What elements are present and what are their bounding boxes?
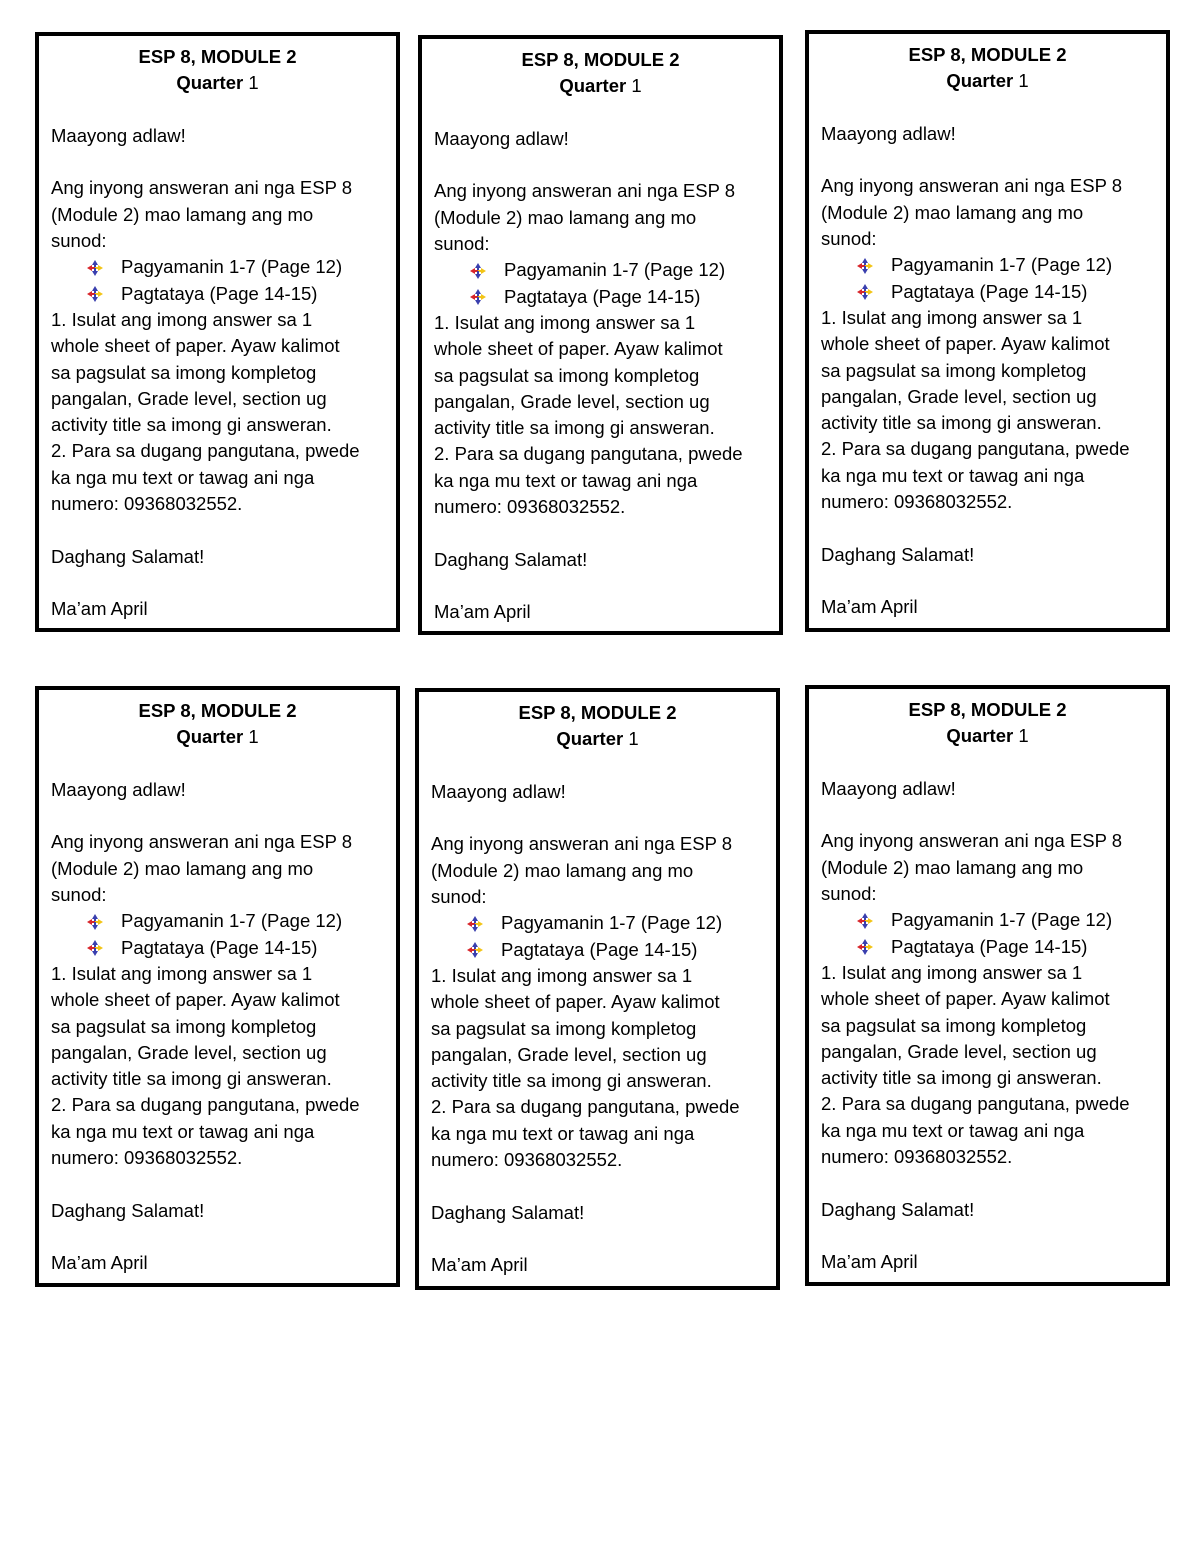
intro-line: Ang inyong answeran ani nga ESP 8	[51, 177, 353, 199]
instruction-line: 1. Isulat ang imong answer sa 1	[821, 306, 1083, 328]
instruction-line: ka nga mu text or tawag ani nga	[431, 1122, 695, 1144]
intro-line: sunod:	[821, 228, 877, 250]
instruction-line: pangalan, Grade level, section ug	[434, 390, 710, 412]
card-title: ESP 8, MODULE 2	[138, 46, 297, 67]
arrow-bullet-icon	[856, 938, 874, 956]
instruction-line: whole sheet of paper. Ayaw kalimot	[431, 991, 720, 1013]
instruction-line: pangalan, Grade level, section ug	[51, 387, 327, 409]
greeting: Maayong adlaw!	[434, 127, 569, 149]
spacer	[821, 1223, 1154, 1249]
list-item	[821, 279, 1154, 305]
card-title: ESP 8, MODULE 2	[908, 44, 1067, 65]
arrow-bullet-icon	[466, 915, 484, 933]
quarter-number: 1	[628, 728, 639, 750]
instruction-line: sa pagsulat sa imong kompletog	[821, 359, 1087, 381]
arrow-bullet-icon	[86, 939, 104, 957]
closing: Daghang Salamat!	[434, 548, 588, 570]
list-item-label: Pagyamanin 1-7 (Page 12)	[891, 909, 1113, 931]
card-title: ESP 8, MODULE 2	[518, 702, 677, 723]
spacer	[821, 750, 1154, 776]
instruction-line: numero: 09368032552.	[51, 493, 243, 515]
spacer	[434, 100, 767, 126]
instruction-line: whole sheet of paper. Ayaw kalimot	[434, 338, 723, 360]
signature: Ma’am April	[431, 1254, 528, 1276]
quarter-label: Quarter	[946, 725, 1014, 747]
spacer	[434, 152, 767, 178]
intro-line: (Module 2) mao lamang ang mo	[51, 203, 314, 225]
list-item	[51, 908, 384, 934]
greeting: Maayong adlaw!	[51, 124, 186, 146]
instruction-line: ka nga mu text or tawag ani nga	[51, 1120, 315, 1142]
instruction-line: pangalan, Grade level, section ug	[821, 1040, 1097, 1062]
spacer	[51, 570, 384, 596]
intro-line: sunod:	[51, 230, 107, 252]
card-quarter	[821, 723, 1154, 749]
instruction-line: 2. Para sa dugang pangutana, pwede	[434, 443, 743, 465]
instruction-line: 1. Isulat ang imong answer sa 1	[821, 961, 1083, 983]
arrow-bullet-icon	[466, 941, 484, 959]
quarter-number: 1	[631, 75, 642, 97]
instruction-line: activity title sa imong gi answeran.	[821, 1067, 1102, 1089]
instruction-line: activity title sa imong gi answeran.	[431, 1070, 712, 1092]
instruction-line: activity title sa imong gi answeran.	[434, 417, 715, 439]
notice-card	[805, 685, 1170, 1286]
card-quarter	[51, 724, 384, 750]
instruction-line: activity title sa imong gi answeran.	[51, 1068, 332, 1090]
intro-line: Ang inyong answeran ani nga ESP 8	[51, 831, 353, 853]
list-item	[821, 252, 1154, 278]
notice-card	[415, 688, 780, 1290]
intro-line: sunod:	[431, 886, 487, 908]
instruction-line: activity title sa imong gi answeran.	[51, 414, 332, 436]
instruction-line: sa pagsulat sa imong kompletog	[51, 361, 317, 383]
quarter-label: Quarter	[556, 728, 624, 750]
intro-line: (Module 2) mao lamang ang mo	[821, 201, 1084, 223]
quarter-number: 1	[1018, 70, 1029, 92]
instruction-line: numero: 09368032552.	[51, 1147, 243, 1169]
list-item	[51, 254, 384, 280]
instruction-line: numero: 09368032552.	[431, 1149, 623, 1171]
notice-card	[805, 30, 1170, 632]
card-quarter	[431, 726, 764, 752]
instruction-line: 1. Isulat ang imong answer sa 1	[434, 311, 696, 333]
instruction-line: ka nga mu text or tawag ani nga	[821, 464, 1085, 486]
instruction-line: activity title sa imong gi answeran.	[821, 412, 1102, 434]
arrow-bullet-icon	[469, 288, 487, 306]
spacer	[821, 1170, 1154, 1196]
list-item-label: Pagtataya (Page 14-15)	[501, 938, 698, 960]
instruction-line: 2. Para sa dugang pangutana, pwede	[431, 1096, 740, 1118]
list-item-label: Pagtataya (Page 14-15)	[121, 282, 318, 304]
spacer	[51, 803, 384, 829]
list-item	[51, 281, 384, 307]
closing: Daghang Salamat!	[51, 545, 205, 567]
intro-line: Ang inyong answeran ani nga ESP 8	[431, 833, 733, 855]
spacer	[434, 520, 767, 546]
instruction-line: 1. Isulat ang imong answer sa 1	[431, 964, 693, 986]
signature: Ma’am April	[51, 598, 148, 620]
instruction-line: ka nga mu text or tawag ani nga	[434, 469, 698, 491]
notice-card	[35, 686, 400, 1287]
spacer	[434, 573, 767, 599]
list-item	[434, 284, 767, 310]
quarter-number: 1	[248, 72, 259, 94]
list-item	[821, 907, 1154, 933]
spacer	[51, 1224, 384, 1250]
greeting: Maayong adlaw!	[821, 777, 956, 799]
spacer	[431, 805, 764, 831]
spacer	[51, 149, 384, 175]
spacer	[51, 1171, 384, 1197]
notice-card	[418, 35, 783, 635]
card-quarter	[434, 73, 767, 99]
greeting: Maayong adlaw!	[431, 780, 566, 802]
card-quarter	[51, 70, 384, 96]
intro-line: (Module 2) mao lamang ang mo	[51, 857, 314, 879]
card-title: ESP 8, MODULE 2	[138, 700, 297, 721]
instruction-line: whole sheet of paper. Ayaw kalimot	[821, 333, 1110, 355]
intro-line: (Module 2) mao lamang ang mo	[434, 206, 697, 228]
quarter-number: 1	[1018, 725, 1029, 747]
spacer	[431, 753, 764, 779]
spacer	[821, 95, 1154, 121]
instruction-line: numero: 09368032552.	[821, 1146, 1013, 1168]
instruction-line: 2. Para sa dugang pangutana, pwede	[821, 438, 1130, 460]
intro-line: sunod:	[434, 233, 490, 255]
quarter-label: Quarter	[176, 726, 244, 748]
closing: Daghang Salamat!	[821, 1198, 975, 1220]
arrow-bullet-icon	[469, 262, 487, 280]
intro-line: (Module 2) mao lamang ang mo	[431, 859, 694, 881]
instruction-line: numero: 09368032552.	[434, 496, 626, 518]
instruction-line: pangalan, Grade level, section ug	[821, 385, 1097, 407]
quarter-label: Quarter	[176, 72, 244, 94]
spacer	[51, 97, 384, 123]
card-title: ESP 8, MODULE 2	[908, 699, 1067, 720]
arrow-bullet-icon	[86, 285, 104, 303]
signature: Ma’am April	[821, 596, 918, 618]
spacer	[821, 802, 1154, 828]
list-item	[51, 935, 384, 961]
list-item-label: Pagyamanin 1-7 (Page 12)	[121, 910, 343, 932]
list-item-label: Pagyamanin 1-7 (Page 12)	[504, 259, 726, 281]
spacer	[821, 568, 1154, 594]
instruction-line: sa pagsulat sa imong kompletog	[821, 1014, 1087, 1036]
instruction-line: sa pagsulat sa imong kompletog	[434, 364, 700, 386]
arrow-bullet-icon	[86, 259, 104, 277]
intro-line: Ang inyong answeran ani nga ESP 8	[434, 180, 736, 202]
intro-line: sunod:	[51, 884, 107, 906]
instruction-line: ka nga mu text or tawag ani nga	[51, 466, 315, 488]
instruction-line: 1. Isulat ang imong answer sa 1	[51, 962, 313, 984]
instruction-line: whole sheet of paper. Ayaw kalimot	[821, 988, 1110, 1010]
card-quarter	[821, 68, 1154, 94]
instruction-line: numero: 09368032552.	[821, 491, 1013, 513]
list-item-label: Pagtataya (Page 14-15)	[891, 280, 1088, 302]
quarter-label: Quarter	[559, 75, 627, 97]
list-item	[431, 937, 764, 963]
closing: Daghang Salamat!	[51, 1199, 205, 1221]
instruction-line: 2. Para sa dugang pangutana, pwede	[51, 1094, 360, 1116]
instruction-line: 1. Isulat ang imong answer sa 1	[51, 308, 313, 330]
spacer	[431, 1173, 764, 1199]
spacer	[821, 147, 1154, 173]
list-item	[434, 257, 767, 283]
list-item-label: Pagyamanin 1-7 (Page 12)	[891, 254, 1113, 276]
arrow-bullet-icon	[856, 257, 874, 275]
instruction-line: 2. Para sa dugang pangutana, pwede	[51, 440, 360, 462]
arrow-bullet-icon	[856, 283, 874, 301]
instruction-line: 2. Para sa dugang pangutana, pwede	[821, 1093, 1130, 1115]
card-title: ESP 8, MODULE 2	[521, 49, 680, 70]
spacer	[51, 517, 384, 543]
list-item-label: Pagyamanin 1-7 (Page 12)	[121, 256, 343, 278]
spacer	[431, 1226, 764, 1252]
list-item	[431, 910, 764, 936]
list-item-label: Pagtataya (Page 14-15)	[891, 935, 1088, 957]
notice-card	[35, 32, 400, 632]
spacer	[821, 515, 1154, 541]
intro-line: sunod:	[821, 883, 877, 905]
signature: Ma’am April	[434, 601, 531, 623]
list-item-label: Pagtataya (Page 14-15)	[121, 936, 318, 958]
intro-line: Ang inyong answeran ani nga ESP 8	[821, 830, 1123, 852]
quarter-number: 1	[248, 726, 259, 748]
list-item	[821, 934, 1154, 960]
quarter-label: Quarter	[946, 70, 1014, 92]
greeting: Maayong adlaw!	[821, 122, 956, 144]
list-item-label: Pagyamanin 1-7 (Page 12)	[501, 912, 723, 934]
instruction-line: whole sheet of paper. Ayaw kalimot	[51, 335, 340, 357]
spacer	[51, 751, 384, 777]
signature: Ma’am April	[821, 1251, 918, 1273]
closing: Daghang Salamat!	[821, 543, 975, 565]
instruction-line: pangalan, Grade level, section ug	[51, 1041, 327, 1063]
intro-line: Ang inyong answeran ani nga ESP 8	[821, 175, 1123, 197]
instruction-line: pangalan, Grade level, section ug	[431, 1043, 707, 1065]
instruction-line: ka nga mu text or tawag ani nga	[821, 1119, 1085, 1141]
instruction-line: sa pagsulat sa imong kompletog	[431, 1017, 697, 1039]
signature: Ma’am April	[51, 1252, 148, 1274]
closing: Daghang Salamat!	[431, 1201, 585, 1223]
greeting: Maayong adlaw!	[51, 778, 186, 800]
arrow-bullet-icon	[856, 912, 874, 930]
instruction-line: whole sheet of paper. Ayaw kalimot	[51, 989, 340, 1011]
arrow-bullet-icon	[86, 913, 104, 931]
list-item-label: Pagtataya (Page 14-15)	[504, 285, 701, 307]
intro-line: (Module 2) mao lamang ang mo	[821, 856, 1084, 878]
instruction-line: sa pagsulat sa imong kompletog	[51, 1015, 317, 1037]
